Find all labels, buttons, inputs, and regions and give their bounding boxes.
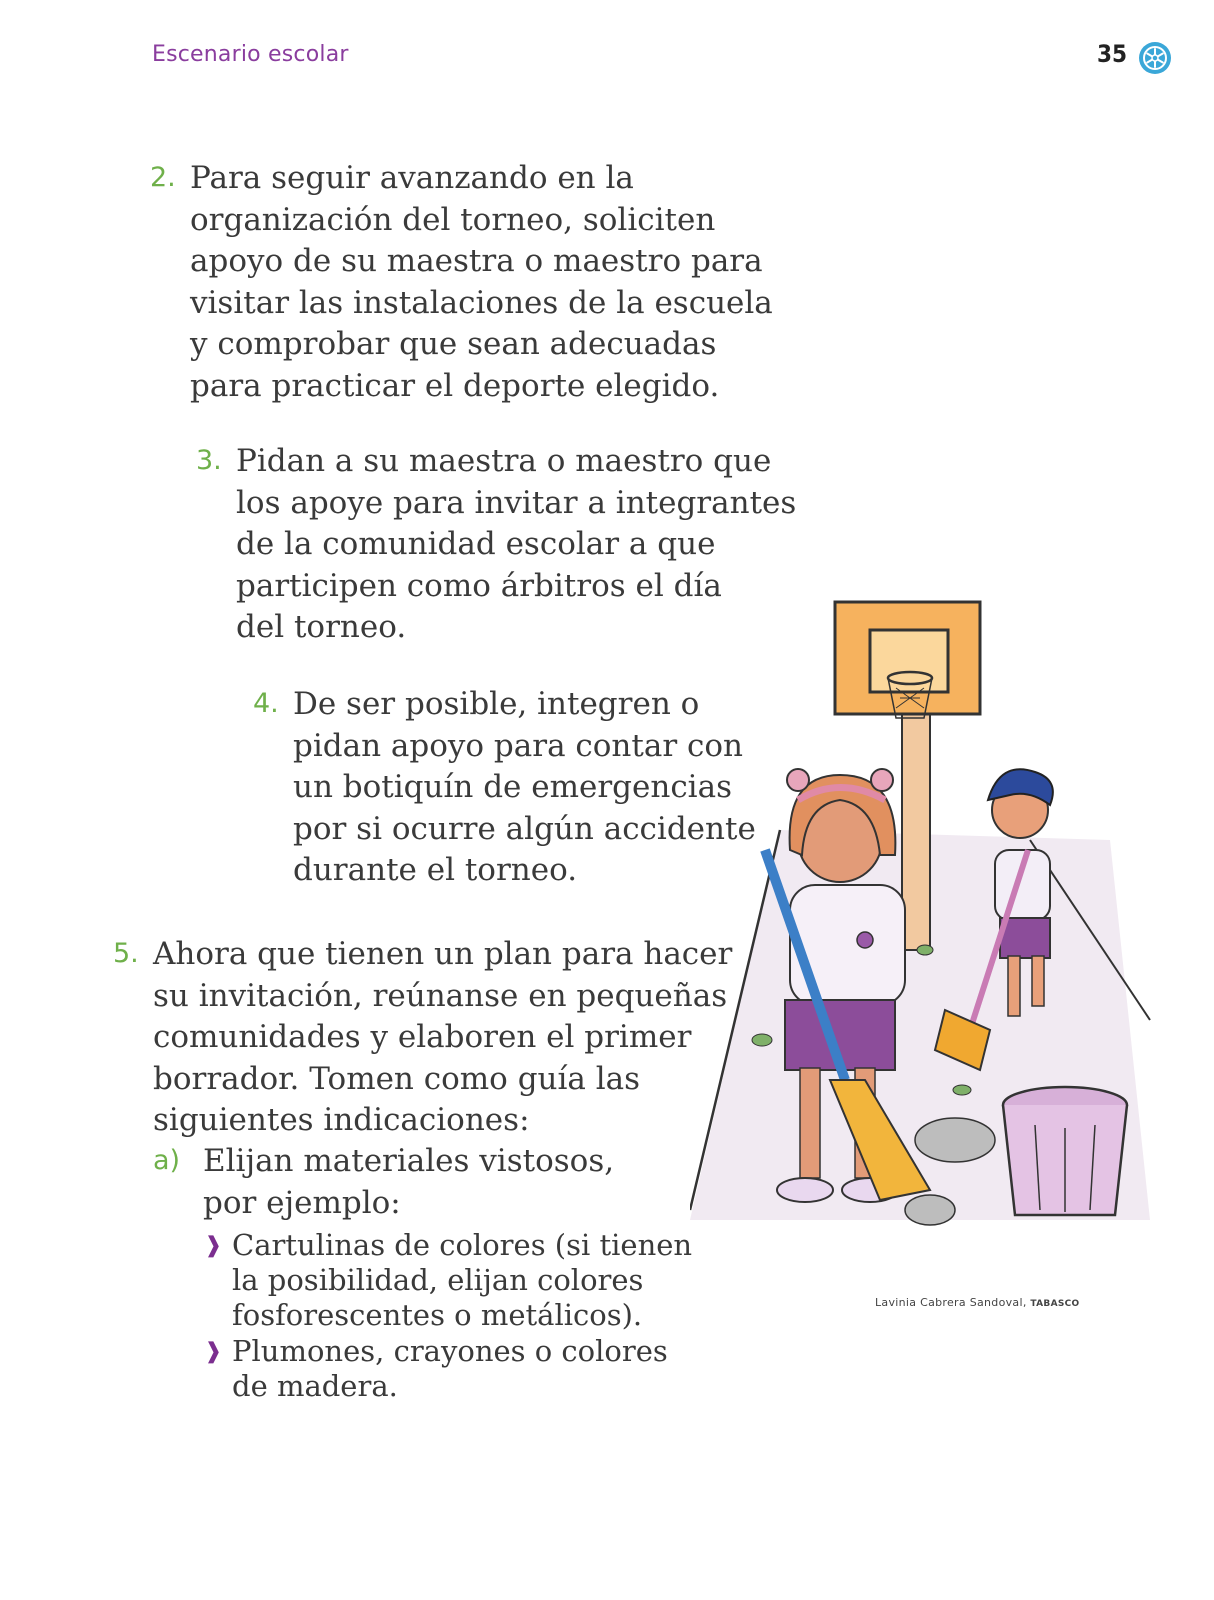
item-number: 4. <box>253 688 279 719</box>
subitem-label: a) <box>153 1145 181 1176</box>
text-line: De ser posible, integren o <box>293 686 700 722</box>
text-line: apoyo de su maestra o maestro para <box>190 243 763 279</box>
text-line: por si ocurre algún accidente <box>293 810 756 847</box>
text-line: siguientes indicaciones: <box>153 1102 530 1138</box>
text-line: Plumones, crayones o colores <box>232 1334 668 1368</box>
text-line: Ahora que tienen un plan para hacer <box>153 936 733 972</box>
text-line: y comprobar que sean adecuadas <box>190 326 717 362</box>
text-line: Cartulinas de colores (si tienen <box>232 1228 693 1262</box>
text-line: Para seguir avanzando en la <box>190 160 634 196</box>
text-line: de madera. <box>232 1369 398 1403</box>
text-line: para practicar el deporte elegido. <box>190 367 720 404</box>
credit-author: Lavinia Cabrera Sandoval, <box>875 1296 1027 1309</box>
snowflake-emblem-icon <box>1137 40 1173 76</box>
bullet-chevron-icon: ❱ <box>204 1339 223 1364</box>
text-line: durante el torneo. <box>293 852 578 888</box>
credit-state: TABASCO <box>1030 1299 1080 1309</box>
item-number: 5. <box>113 938 139 969</box>
text-line: fosforescentes o metálicos). <box>232 1298 643 1332</box>
text-line: por ejemplo: <box>203 1184 401 1221</box>
text-line: del torneo. <box>236 609 407 645</box>
children-sweeping-illustration <box>690 600 1160 1260</box>
item-number: 2. <box>150 162 176 193</box>
text-line: borrador. Tomen como guía las <box>153 1060 641 1097</box>
text-line: un botiquín de emergencias <box>293 769 732 805</box>
text-line: Elijan materiales vistosos, <box>203 1143 615 1179</box>
illustration-credit <box>875 1296 1080 1309</box>
text-line: los apoye para invitar a integrantes <box>236 484 797 521</box>
text-line: organización del torneo, soliciten <box>190 201 716 238</box>
item-number: 3. <box>196 445 222 476</box>
text-line: Pidan a su maestra o maestro que <box>236 443 772 479</box>
bullet-chevron-icon: ❱ <box>204 1233 223 1258</box>
text-line: su invitación, reúnanse en pequeñas <box>153 977 728 1014</box>
text-line: visitar las instalaciones de la escuela <box>190 284 773 321</box>
text-line: la posibilidad, elijan colores <box>232 1263 644 1297</box>
text-line: de la comunidad escolar a que <box>236 526 716 562</box>
text-line: participen como árbitros el día <box>236 567 722 604</box>
text-line: comunidades y elaboren el primer <box>153 1019 692 1055</box>
page-number: 35 <box>1097 40 1128 68</box>
section-title: Escenario escolar <box>152 42 349 67</box>
text-line: pidan apoyo para contar con <box>293 727 743 764</box>
